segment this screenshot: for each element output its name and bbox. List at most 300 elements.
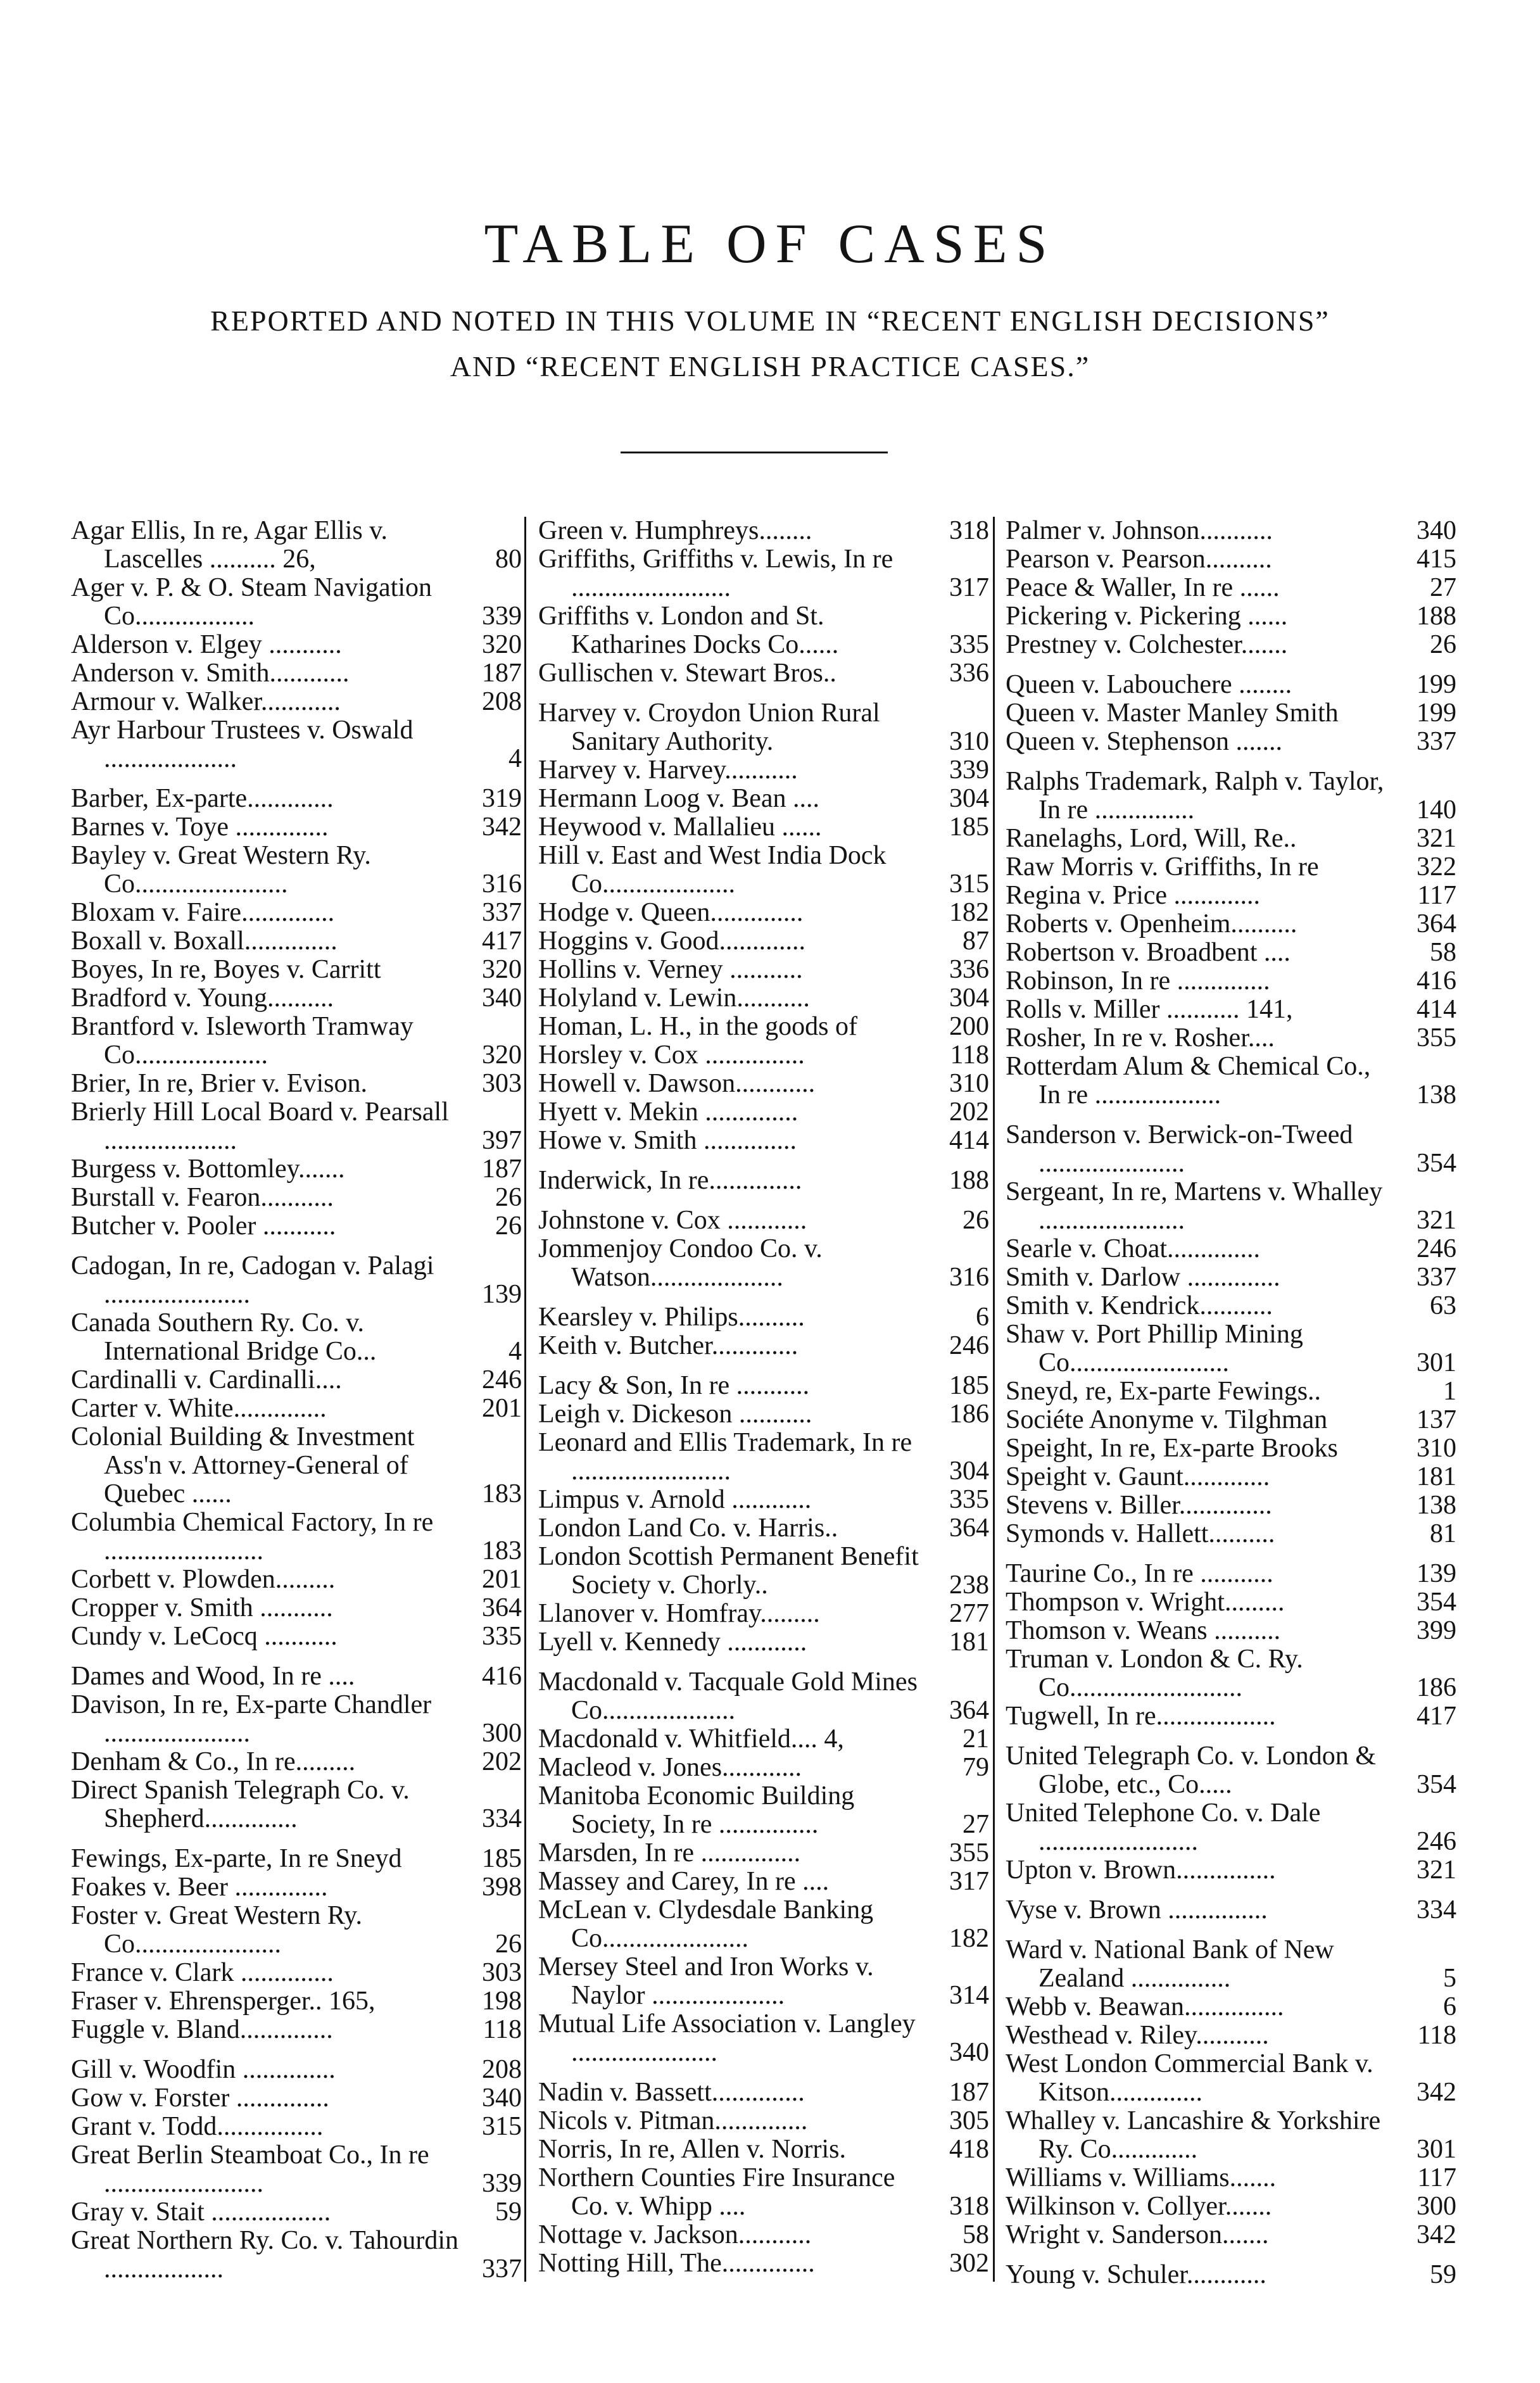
case-entry — [71, 2227, 522, 2284]
page-number: 139 — [1417, 1559, 1456, 1588]
page-number: 316 — [482, 869, 522, 899]
case-name: Llanover v. Homfray......... — [538, 1599, 820, 1628]
case-name: Bloxam v. Faire.............. — [71, 898, 335, 927]
case-name: Lyell v. Kennedy ............ — [538, 1628, 807, 1657]
page-number: 364 — [949, 1514, 989, 1543]
case-name: Homan, L. H., in the goods of — [538, 1012, 857, 1041]
case-entry — [1006, 631, 1456, 659]
page-number: 399 — [1417, 1616, 1456, 1645]
case-entry — [71, 1394, 522, 1423]
case-name: Anderson v. Smith............ — [71, 659, 350, 688]
page-number: 187 — [949, 2078, 989, 2107]
page-number: 320 — [482, 630, 522, 659]
case-name: Bradford v. Young.......... — [71, 983, 334, 1013]
case-entry — [1006, 996, 1456, 1024]
page-number: 416 — [1417, 966, 1456, 996]
case-entry — [1006, 1936, 1456, 1993]
case-name: Keith v. Butcher............. — [538, 1331, 798, 1360]
case-name: Queen v. Labouchere ........ — [1006, 670, 1292, 699]
case-name: Brier, In re, Brier v. Evison. — [71, 1069, 367, 1098]
case-name: Ayr Harbour Trustees v. Oswald .................... — [71, 716, 413, 773]
case-entry — [1006, 1742, 1456, 1799]
case-entry — [71, 1622, 522, 1651]
page-number: 137 — [1417, 1405, 1456, 1434]
case-name: Grant v. Todd................ — [71, 2112, 324, 2141]
case-name: Sanderson v. Berwick-on-Tweed ...................... — [1006, 1120, 1353, 1178]
page-number: 202 — [949, 1097, 989, 1127]
case-name: Rolls v. Miller ........... 141, — [1006, 995, 1293, 1024]
page-number: 198 — [482, 1987, 522, 2016]
case-name: Nottage v. Jackson........... — [538, 2220, 812, 2249]
case-name: London Land Co. v. Harris.. — [538, 1514, 838, 1543]
case-entry — [71, 631, 522, 659]
page-number: 320 — [482, 1040, 522, 1070]
case-entry — [1006, 1052, 1456, 1109]
case-entry — [538, 1896, 989, 1953]
column-divider-1 — [524, 517, 526, 2282]
case-entry — [1006, 2192, 1456, 2221]
case-entry — [1006, 967, 1456, 996]
case-entry — [538, 1839, 989, 1868]
case-entry — [71, 842, 522, 899]
page-number: 199 — [1417, 698, 1456, 728]
case-name: Massey and Carey, In re .... — [538, 1867, 830, 1896]
page-number: 186 — [949, 1400, 989, 1429]
case-entry — [538, 602, 989, 659]
case-entry — [538, 1868, 989, 1896]
case-entry — [1006, 1377, 1456, 1406]
case-entry — [1006, 1702, 1456, 1731]
page-number: 364 — [949, 1696, 989, 1725]
page-number: 310 — [949, 727, 989, 756]
page-number: 138 — [1417, 1080, 1456, 1109]
case-name: Sneyd, re, Ex-parte Fewings.. — [1006, 1377, 1322, 1406]
case-name: Upton v. Brown............... — [1006, 1855, 1276, 1885]
page-number: 322 — [1417, 852, 1456, 882]
page-number: 181 — [949, 1628, 989, 1657]
case-name: France v. Clark .............. — [71, 1958, 334, 1987]
page-number: 21 — [962, 1724, 989, 1754]
page-number: 334 — [482, 1804, 522, 1833]
case-entry — [538, 659, 989, 688]
page-number: 181 — [1417, 1462, 1456, 1491]
page-number: 342 — [1417, 2078, 1456, 2107]
case-name: Mersey Steel and Iron Works v. Naylor .................... — [538, 1952, 874, 2010]
case-name: Boxall v. Boxall.............. — [71, 926, 338, 956]
case-name: Gray v. Stait .................. — [71, 2197, 331, 2227]
case-entry — [1006, 2021, 1456, 2050]
page-number: 182 — [949, 1924, 989, 1953]
page-number: 318 — [949, 2192, 989, 2221]
case-entry — [538, 1235, 989, 1292]
page-number: 354 — [1417, 1770, 1456, 1799]
case-entry — [71, 1423, 522, 1508]
page-number: 63 — [1430, 1291, 1456, 1320]
page-number: 339 — [482, 602, 522, 631]
case-name: Vyse v. Brown ............... — [1006, 1895, 1268, 1925]
page-number: 208 — [482, 687, 522, 716]
case-name: Brierly Hill Local Board v. Pearsall .................... — [71, 1097, 449, 1155]
case-entry — [71, 1959, 522, 1987]
case-name: Fraser v. Ehrensperger.. 165, — [71, 1987, 376, 2016]
page-number: 339 — [482, 2169, 522, 2198]
case-entry — [1006, 545, 1456, 574]
case-entry — [1006, 1463, 1456, 1491]
page-number: 340 — [482, 2083, 522, 2113]
case-entry — [538, 2164, 989, 2221]
case-name: Palmer v. Johnson........... — [1006, 516, 1273, 545]
page-number: 117 — [1417, 2163, 1456, 2192]
case-entry — [71, 2016, 522, 2044]
case-name: Howell v. Dawson............ — [538, 1069, 816, 1098]
page-number: 414 — [1417, 995, 1456, 1024]
page-number: 118 — [1417, 2021, 1456, 2050]
page-number: 337 — [1417, 727, 1456, 756]
case-entry — [1006, 671, 1456, 699]
page-number: 415 — [1417, 545, 1456, 574]
case-entry — [1006, 1235, 1456, 1263]
case-entry — [1006, 602, 1456, 631]
page-number: 317 — [949, 1867, 989, 1896]
case-name: Barber, Ex-parte............. — [71, 784, 334, 813]
case-name: Thomson v. Weans .......... — [1006, 1616, 1281, 1645]
page-number: 277 — [949, 1599, 989, 1628]
page-number: 417 — [482, 926, 522, 956]
case-name: Hyett v. Mekin .............. — [538, 1097, 798, 1127]
case-entry — [538, 1041, 989, 1070]
page-number: 303 — [482, 1958, 522, 1987]
case-entry — [71, 1155, 522, 1184]
case-name: West London Commercial Bank v. Kitson.............. — [1006, 2049, 1373, 2107]
case-name: Mutual Life Association v. Langley ...................... — [538, 2009, 916, 2067]
page-number: 317 — [949, 573, 989, 602]
case-entry — [71, 1013, 522, 1070]
case-entry — [1006, 1434, 1456, 1463]
case-name: Cardinalli v. Cardinalli.... — [71, 1365, 342, 1394]
case-entry — [71, 1873, 522, 1902]
case-entry — [71, 1845, 522, 1873]
page-number: 26 — [495, 1930, 522, 1959]
case-entry — [538, 2078, 989, 2107]
page-number: 397 — [482, 1126, 522, 1155]
case-name: Ralphs Trademark, Ralph v. Taylor, In re ............... — [1006, 767, 1384, 825]
page-number: 364 — [1417, 909, 1456, 939]
page-number: 5 — [1443, 1964, 1456, 1993]
case-entry — [71, 956, 522, 984]
case-name: Leigh v. Dickeson ........... — [538, 1400, 812, 1429]
case-entry — [538, 927, 989, 956]
page-number: 364 — [482, 1593, 522, 1622]
page-number: 315 — [949, 869, 989, 899]
case-entry — [71, 813, 522, 842]
page-number: 337 — [482, 898, 522, 927]
case-entry — [538, 1372, 989, 1400]
case-name: Prestney v. Colchester....... — [1006, 630, 1288, 659]
case-name: Gow v. Forster .............. — [71, 2083, 329, 2113]
page-number: 316 — [949, 1263, 989, 1292]
page-number: 337 — [1417, 1263, 1456, 1292]
case-name: Sociéte Anonyme v. Tilghman — [1006, 1405, 1328, 1434]
case-entry — [71, 1902, 522, 1959]
case-name: Manitoba Economic Building Society, In re ............... — [538, 1781, 855, 1839]
page-number: 318 — [949, 516, 989, 545]
case-name: Hill v. East and West India Dock Co.................... — [538, 841, 887, 899]
case-name: Thompson v. Wright......... — [1006, 1588, 1285, 1617]
case-name: Notting Hill, The.............. — [538, 2249, 815, 2278]
case-entry — [538, 1486, 989, 1514]
page-number: 26 — [1430, 630, 1456, 659]
case-name: Lacy & Son, In re ........... — [538, 1371, 810, 1400]
case-name: Griffiths, Griffiths v. Lewis, In re ........................ — [538, 545, 893, 602]
case-column-3 — [1006, 517, 1456, 2289]
case-entry — [538, 1127, 989, 1155]
page-number: 26 — [495, 1211, 522, 1241]
page-number: 138 — [1417, 1491, 1456, 1520]
page-number: 26 — [962, 1206, 989, 1235]
case-name: Pickering v. Pickering ...... — [1006, 602, 1288, 631]
case-entry — [1006, 910, 1456, 939]
case-entry — [71, 1252, 522, 1309]
case-name: Butcher v. Pooler ........... — [71, 1211, 336, 1241]
case-entry — [71, 1565, 522, 1594]
case-entry — [538, 1600, 989, 1628]
case-entry — [71, 2198, 522, 2227]
page-number: 335 — [949, 1485, 989, 1514]
case-entry — [538, 517, 989, 545]
page-number: 27 — [1430, 573, 1456, 602]
case-name: Northern Counties Fire Insurance Co. v. Whipp .... — [538, 2163, 895, 2221]
case-name: Macleod v. Jones............ — [538, 1753, 802, 1782]
page-number: 303 — [482, 1069, 522, 1098]
page-number: 335 — [949, 630, 989, 659]
page-number: 58 — [962, 2220, 989, 2249]
case-name: Fewings, Ex-parte, In re Sneyd — [71, 1844, 402, 1873]
page-number: 314 — [949, 1981, 989, 2010]
case-name: Tugwell, In re.................. — [1006, 1702, 1276, 1731]
case-entry — [71, 984, 522, 1013]
case-entry — [71, 659, 522, 688]
page-number: 334 — [1417, 1895, 1456, 1925]
case-entry — [1006, 1645, 1456, 1702]
page-number: 81 — [1430, 1519, 1456, 1548]
case-name: Stevens v. Biller.............. — [1006, 1491, 1272, 1520]
page-number: 208 — [482, 2055, 522, 2084]
case-entry — [538, 1166, 989, 1195]
case-name: Westhead v. Riley........... — [1006, 2021, 1269, 2050]
page-number: 188 — [1417, 602, 1456, 631]
case-name: Hodge v. Queen.............. — [538, 898, 804, 927]
case-name: Horsley v. Cox ............... — [538, 1040, 805, 1070]
case-entry — [538, 2107, 989, 2135]
case-entry — [538, 1754, 989, 1782]
page-number: 6 — [976, 1303, 989, 1332]
case-name: Smith v. Kendrick........... — [1006, 1291, 1273, 1320]
case-name: Rotterdam Alum & Chemical Co., In re ................... — [1006, 1052, 1371, 1109]
case-name: Corbett v. Plowden......... — [71, 1565, 336, 1594]
page-number: 183 — [482, 1536, 522, 1565]
page-number: 118 — [950, 1040, 989, 1070]
case-entry — [71, 574, 522, 631]
case-name: Fuggle v. Bland.............. — [71, 2015, 333, 2044]
case-name: Inderwick, In re.............. — [538, 1166, 802, 1195]
page-number: 26 — [495, 1183, 522, 1212]
page-number: 321 — [1417, 1206, 1456, 1235]
case-entry — [538, 1668, 989, 1725]
case-name: Rosher, In re v. Rosher.... — [1006, 1023, 1275, 1052]
case-entry — [71, 1776, 522, 1833]
column-divider-2 — [993, 517, 995, 2282]
case-entry — [71, 517, 522, 574]
case-entry — [538, 813, 989, 842]
case-name: Boyes, In re, Boyes v. Carritt — [71, 955, 381, 984]
case-name: Brantford v. Isleworth Tramway Co.................... — [71, 1012, 413, 1070]
page-number: 117 — [1417, 881, 1456, 910]
case-name: Peace & Waller, In re ...... — [1006, 573, 1280, 602]
page-number: 310 — [949, 1069, 989, 1098]
case-entry — [538, 1782, 989, 1839]
case-name: Green v. Humphreys........ — [538, 516, 812, 545]
case-entry — [538, 1953, 989, 2010]
case-name: Robertson v. Broadbent .... — [1006, 938, 1291, 967]
case-entry — [538, 984, 989, 1013]
case-entry — [538, 699, 989, 756]
case-name: Pearson v. Pearson.......... — [1006, 545, 1272, 574]
case-entry — [1006, 699, 1456, 728]
case-entry — [1006, 1560, 1456, 1588]
case-entry — [538, 1628, 989, 1657]
case-name: Ager v. P. & O. Steam Navigation Co.................. — [71, 573, 432, 631]
subtitle-line-1: REPORTED AND NOTED IN THIS VOLUME IN “RECENT ENGLISH DECISIONS” — [210, 305, 1330, 337]
case-name: Searle v. Choat.............. — [1006, 1234, 1261, 1263]
case-entry — [71, 2056, 522, 2084]
case-entry — [1006, 1799, 1456, 1856]
case-entry — [71, 2084, 522, 2113]
case-entry — [1006, 1856, 1456, 1885]
case-name: Truman v. London & C. Ry. Co.......................... — [1006, 1645, 1303, 1702]
page-number: 305 — [949, 2106, 989, 2135]
case-name: Queen v. Master Manley Smith — [1006, 698, 1339, 728]
case-entry — [538, 1514, 989, 1543]
case-entry — [1006, 1178, 1456, 1235]
case-name: Cropper v. Smith ........... — [71, 1593, 333, 1622]
page-number: 185 — [482, 1844, 522, 1873]
page-number: 188 — [949, 1166, 989, 1195]
case-name: Nadin v. Bassett.............. — [538, 2078, 805, 2107]
case-entry — [1006, 1320, 1456, 1377]
case-name: Norris, In re, Allen v. Norris. — [538, 2135, 847, 2164]
case-name: Macdonald v. Whitfield.... 4, — [538, 1724, 844, 1754]
case-column-1 — [71, 517, 522, 2284]
case-entry — [538, 2010, 989, 2067]
page-number: 183 — [482, 1479, 522, 1508]
page-number: 199 — [1417, 670, 1456, 699]
case-name: Heywood v. Mallalieu ...... — [538, 812, 822, 842]
case-name: Smith v. Darlow .............. — [1006, 1263, 1280, 1292]
case-name: Cadogan, In re, Cadogan v. Palagi ...................... — [71, 1251, 434, 1309]
page-number: 140 — [1417, 795, 1456, 825]
case-entry — [538, 1429, 989, 1486]
case-entry — [71, 1098, 522, 1155]
page-number: 118 — [483, 2015, 522, 2044]
case-name: Macdonald v. Tacquale Gold Mines Co.................... — [538, 1667, 918, 1725]
page-number: 417 — [1417, 1702, 1456, 1731]
case-name: Hoggins v. Good............. — [538, 926, 805, 956]
page-number: 246 — [482, 1365, 522, 1394]
page-number: 335 — [482, 1622, 522, 1651]
case-entry — [1006, 2164, 1456, 2192]
case-entry — [538, 2249, 989, 2278]
case-name: United Telephone Co. v. Dale ........................ — [1006, 1798, 1321, 1856]
case-entry — [71, 1212, 522, 1241]
case-entry — [1006, 1121, 1456, 1178]
case-name: Davison, In re, Ex-parte Chandler ...................... — [71, 1690, 432, 1748]
case-name: Burgess v. Bottomley....... — [71, 1154, 345, 1184]
case-name: Hollins v. Verney ........... — [538, 955, 803, 984]
page-number: 59 — [495, 2197, 522, 2227]
page-number: 201 — [482, 1394, 522, 1423]
page-number: 320 — [482, 955, 522, 984]
case-name: Canada Southern Ry. Co. v. International Bridge Co... — [71, 1308, 377, 1366]
page-number: 27 — [962, 1810, 989, 1839]
case-entry — [71, 1184, 522, 1212]
page-number: 186 — [1417, 1673, 1456, 1702]
case-entry — [1006, 2221, 1456, 2249]
case-name: Ward v. National Bank of New Zealand ............... — [1006, 1935, 1334, 1993]
case-entry — [1006, 1491, 1456, 1520]
case-name: Taurine Co., In re ........... — [1006, 1559, 1273, 1588]
case-name: Young v. Schuler............ — [1006, 2260, 1266, 2289]
case-name: Marsden, In re ............... — [538, 1838, 801, 1868]
page-number: 187 — [482, 659, 522, 688]
page-number: 336 — [949, 955, 989, 984]
case-entry — [71, 1662, 522, 1691]
case-name: Howe v. Smith .............. — [538, 1126, 797, 1155]
page-number: 302 — [949, 2249, 989, 2278]
case-entry — [1006, 574, 1456, 602]
case-entry — [1006, 2261, 1456, 2289]
case-name: Gullischen v. Stewart Bros.. — [538, 659, 836, 688]
page-number: 342 — [1417, 2220, 1456, 2249]
case-entry — [538, 2221, 989, 2249]
page-number: 182 — [949, 898, 989, 927]
case-entry — [1006, 2107, 1456, 2164]
case-name: Cundy v. LeCocq ........... — [71, 1622, 338, 1651]
case-name: Webb v. Beawan............... — [1006, 1992, 1284, 2021]
case-entry — [1006, 1588, 1456, 1617]
page-number: 246 — [1417, 1827, 1456, 1856]
case-entry — [71, 1691, 522, 1748]
page-number: 354 — [1417, 1588, 1456, 1617]
case-name: London Scottish Permanent Benefit Society v. Chorly.. — [538, 1542, 919, 1600]
case-name: Wright v. Sanderson....... — [1006, 2220, 1269, 2249]
case-name: Denham & Co., In re......... — [71, 1747, 356, 1776]
case-name: Shaw v. Port Phillip Mining Co........................ — [1006, 1320, 1303, 1377]
case-entry — [538, 1725, 989, 1754]
case-entry — [71, 1070, 522, 1098]
case-entry — [1006, 1263, 1456, 1292]
case-name: Symonds v. Hallett.......... — [1006, 1519, 1275, 1548]
case-name: Holyland v. Lewin........... — [538, 983, 810, 1013]
case-entry — [538, 1400, 989, 1429]
case-name: Jommenjoy Condoo Co. v. Watson.................... — [538, 1234, 823, 1292]
case-entry — [538, 785, 989, 813]
page-number: 6 — [1443, 1992, 1456, 2021]
page-number: 187 — [482, 1154, 522, 1184]
case-name: Colonial Building & Investment Ass'n v. Attorney-General of Quebec ...... — [71, 1422, 415, 1508]
case-name: Raw Morris v. Griffiths, In re — [1006, 852, 1319, 882]
case-name: Armour v. Walker............ — [71, 687, 341, 716]
case-entry — [538, 842, 989, 899]
